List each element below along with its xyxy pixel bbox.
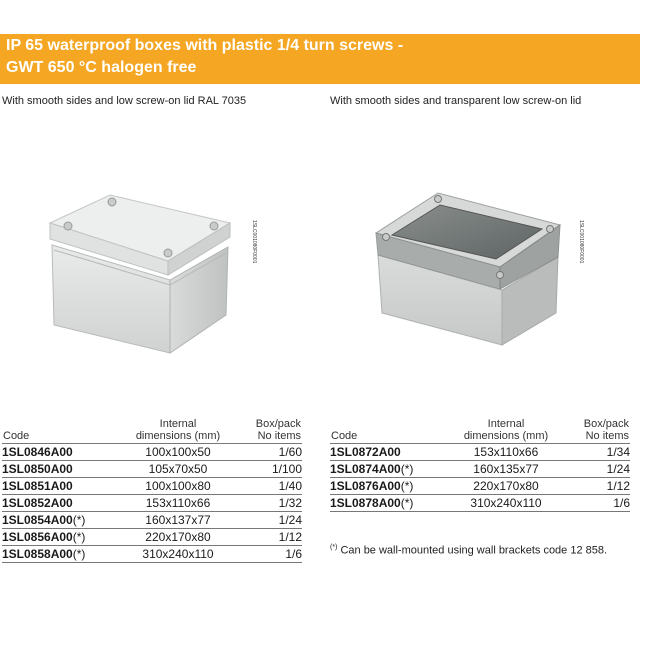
left-product-code: 1SLC001080F0001	[251, 220, 257, 264]
col-pack: Box/pack No items	[583, 418, 629, 442]
footnote-text: Can be wall-mounted using wall brackets code 12 858.	[340, 544, 608, 557]
table-row: 1SL0851A00 100x100x80 1/40	[2, 479, 302, 493]
title-banner	[0, 34, 640, 84]
right-product-table	[330, 417, 630, 512]
col-pack: Box/pack No items	[255, 418, 301, 442]
table-row: 1SL0876A00(*) 220x170x80 1/12	[330, 479, 630, 493]
table-header	[330, 417, 630, 444]
right-subtitle: With smooth sides and transparent low screw-on lid	[330, 95, 582, 107]
table-row: 1SL0850A00 105x70x50 1/100	[2, 462, 302, 476]
table-header	[2, 417, 302, 444]
footnote	[330, 541, 630, 558]
left-subtitle: With smooth sides and low screw-on lid RAL 7035	[2, 95, 247, 107]
grey-box-image	[40, 185, 240, 360]
footnote-mark: (*)	[330, 544, 338, 551]
table-row: 1SL0854A00(*) 160x137x77 1/24	[2, 513, 302, 527]
table-row: 1SL0872A00 153x110x66 1/34	[330, 445, 630, 459]
title-line-2: GWT 650 °C halogen free	[6, 59, 197, 76]
transparent-box-image	[370, 185, 565, 355]
table-row: 1SL0858A00(*) 310x240x110 1/6	[2, 547, 302, 561]
col-code: Code	[331, 430, 358, 442]
left-product-table	[2, 417, 302, 563]
title-line-1: IP 65 waterproof boxes with plastic 1/4 turn screws -	[6, 37, 404, 54]
table-row: 1SL0846A00 100x100x50 1/60	[2, 445, 302, 459]
col-dimensions: Internal dimensions (mm)	[135, 418, 221, 442]
table-row: 1SL0852A00 153x110x66 1/32	[2, 496, 302, 510]
table-row: 1SL0874A00(*) 160x135x77 1/24	[330, 462, 630, 476]
table-row: 1SL0878A00(*) 310x240x110 1/6	[330, 496, 630, 510]
right-product-code: 1SLC001080F0001	[578, 220, 584, 264]
table-row: 1SL0856A00(*) 220x170x80 1/12	[2, 530, 302, 544]
col-dimensions: Internal dimensions (mm)	[463, 418, 549, 442]
col-code: Code	[3, 430, 30, 442]
